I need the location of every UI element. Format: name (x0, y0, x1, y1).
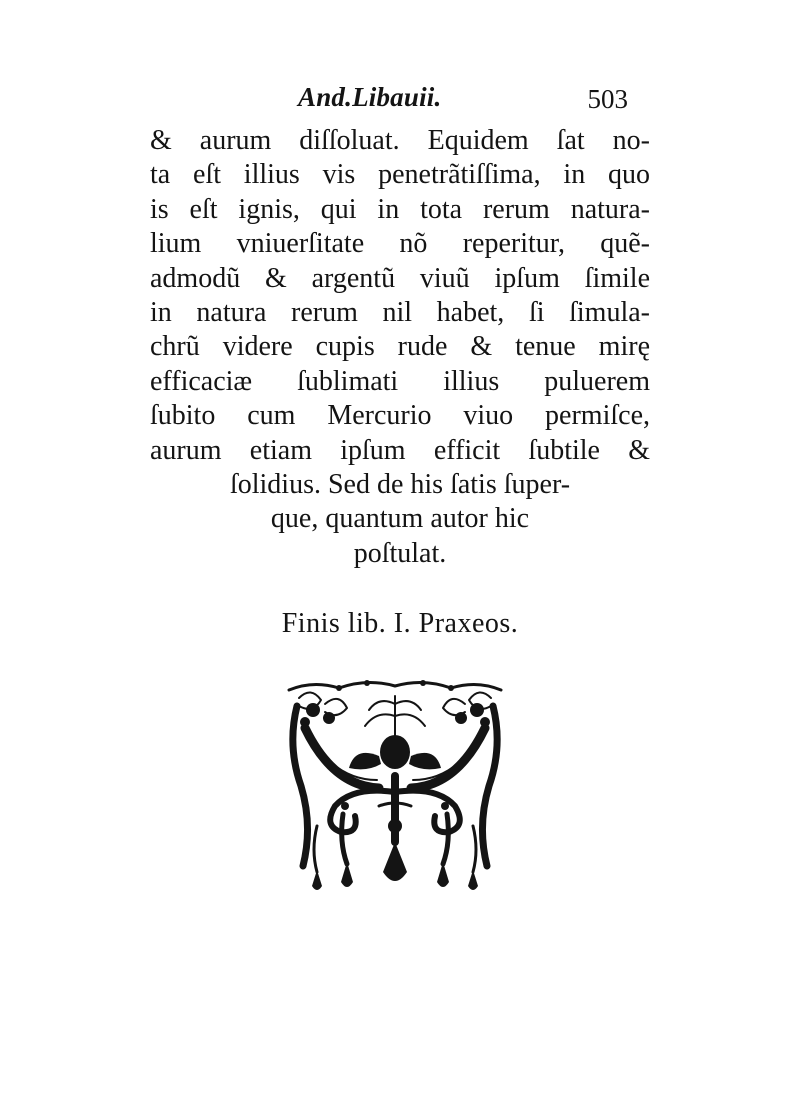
text-line-2: ta eſt illius vis penetrãtiſſima, in quo (150, 159, 650, 191)
text-line-6: in natura rerum nil habet, ſi ſimula- (150, 296, 650, 328)
running-head (170, 78, 630, 118)
woodcut-tailpiece-ornament-icon (283, 676, 507, 898)
text-line-1: & aurum diſſoluat. Equidem ſat no- (150, 125, 650, 156)
text-line-11: ſolidius. Sed de his ſatis ſuper- (229, 468, 571, 500)
text-line-8: efficaciæ ſublimati illius puluerem (150, 365, 650, 397)
text-line-13: poſtulat. (353, 537, 447, 569)
text-line-4: lium vniuerſitate nõ reperitur, quẽ- (150, 228, 650, 260)
text-line-7: chrũ videre cupis rude & tenue mirę (150, 331, 650, 363)
text-line-9: ſubito cum Mercurio viuo permiſce, (150, 400, 650, 432)
text-line-5: admodũ & argentũ viuũ ipſum ſimile (150, 262, 650, 294)
page-number: 503 (587, 84, 628, 114)
body-text (150, 124, 650, 571)
text-line-10: aurum etiam ipſum efficit ſubtile & (150, 434, 650, 466)
colophon-finis: Finis lib. I. Praxeos. (281, 608, 519, 639)
running-title: And.Libauii. (298, 82, 442, 112)
text-line-12: que, quantum autor hic (270, 503, 530, 535)
text-line-3: is eſt ignis, qui in tota rerum natura- (150, 193, 650, 225)
